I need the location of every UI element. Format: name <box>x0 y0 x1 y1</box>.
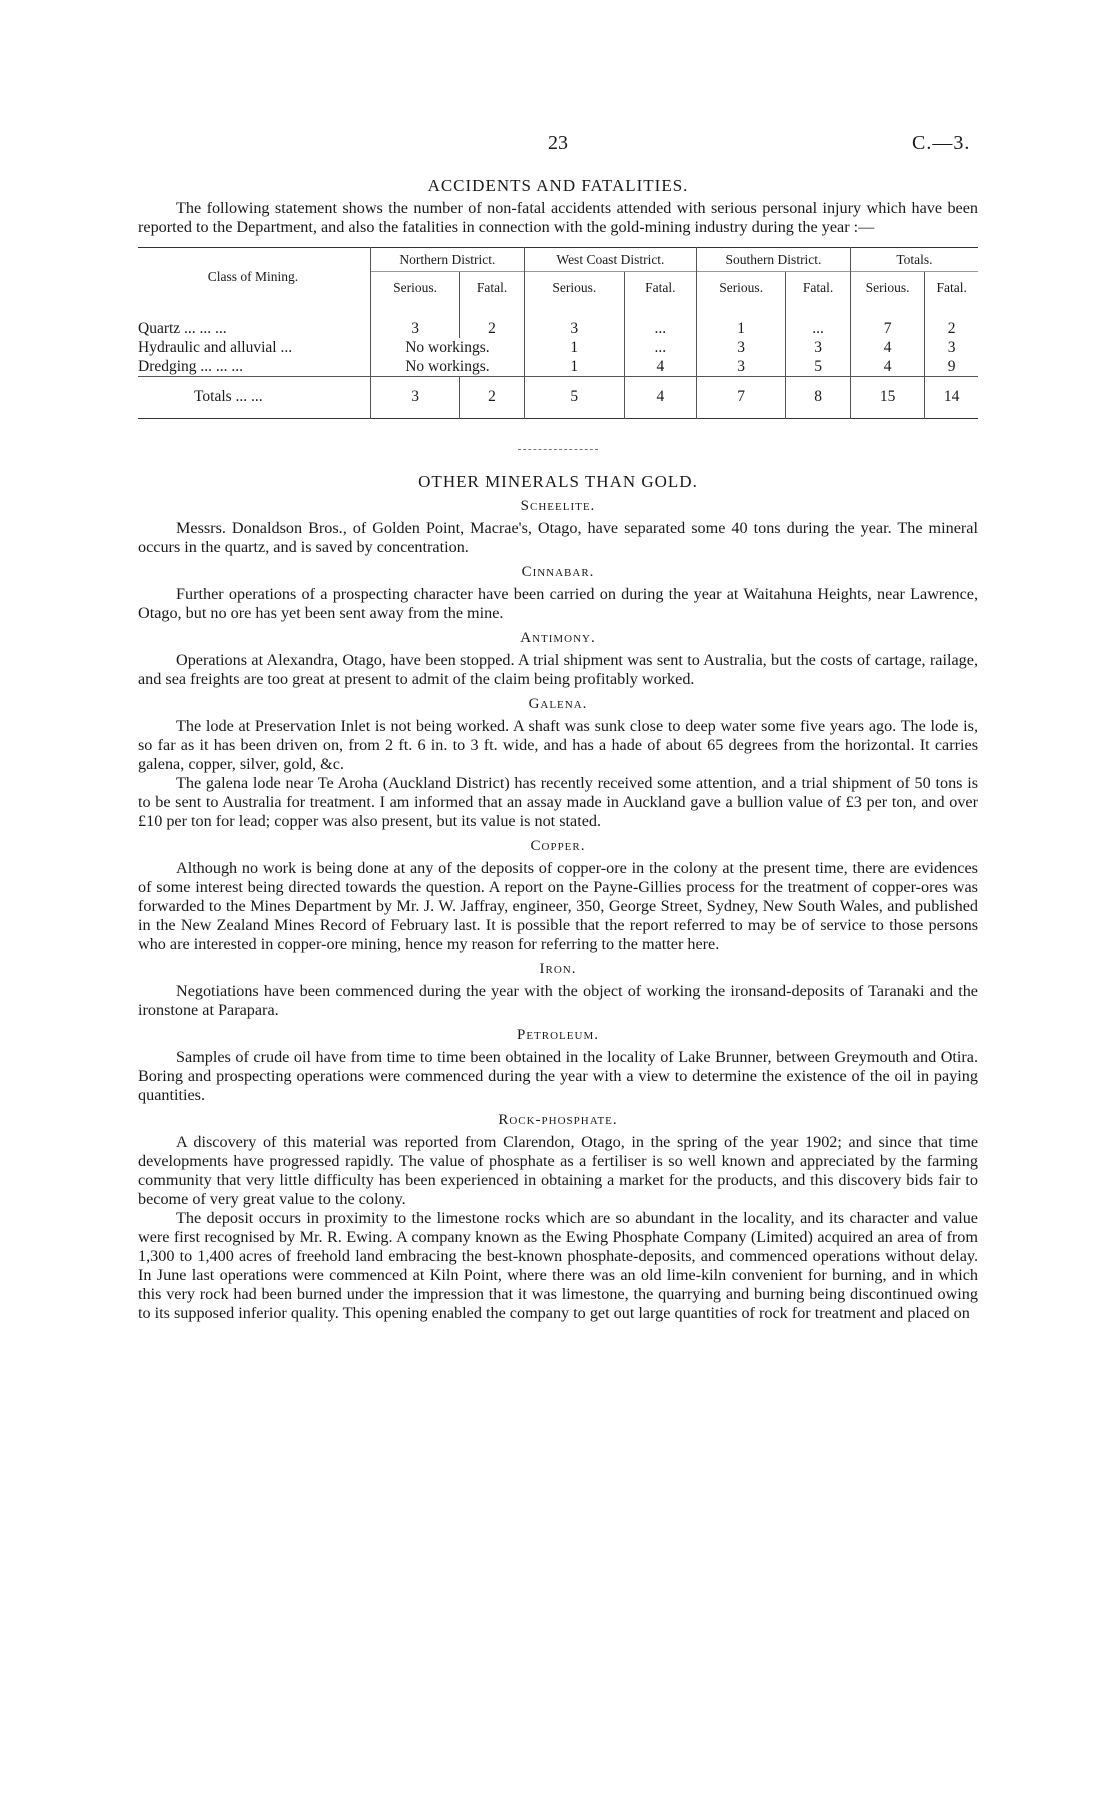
table-cell: 4 <box>850 357 924 377</box>
paragraph: A discovery of this material was reported from Clarendon, Otago, in the spring of the year 1902; and since that time developments have progressed rapidly. The value of phosphate as a fertiliser is so well known and appreciated by the farming community that very little difficulty has been experienced in obtaining a market for the products, and this discovery bids fair to become of very great value to the colony. <box>138 1133 978 1208</box>
table-cell: 3 <box>371 319 460 338</box>
section-heading: Iron. <box>539 961 577 977</box>
section-copper <box>138 837 978 954</box>
table-cell: 4 <box>624 357 696 377</box>
paragraph: Further operations of a prospecting character have been carried on during the year at Waitahuna Heights, near Lawrence, Otago, but no ore has yet been sent away from the mine. <box>138 585 978 622</box>
section-rock-phosphate <box>138 1111 978 1323</box>
section-heading: Cinnabar. <box>521 564 595 580</box>
table-cell: 5 <box>524 377 624 419</box>
paragraph: Samples of crude oil have from time to time been obtained in the locality of Lake Brunner, between Greymouth and Otira. Boring and prospecting operations were commenced during the year with a view to determine the existence of the oil in paying quantities. <box>138 1048 978 1104</box>
table-cell: 3 <box>925 338 978 357</box>
paragraph: Operations at Alexandra, Otago, have been stopped. A trial shipment was sent to Australia, but the costs of cartage, railage, and sea freights are too great at present to admit of the claim being profitably worked. <box>138 651 978 688</box>
leader-dots: ... ... <box>235 388 263 405</box>
subcol-header: Fatal. <box>460 272 525 306</box>
table-cell: 7 <box>697 377 786 419</box>
totals-label-cell <box>138 377 371 419</box>
section-divider <box>518 449 598 450</box>
paragraph: Although no work is being done at any of the deposits of copper-ore in the colony at the present time, there are evidences of some interest being directed towards the question. A report on the Payne-Gillies process for the treatment of copper-ores was forwarded to the Mines Department by Mr. J. W. Jaffray, engineer, 350, George Street, Sydney, New South Wales, and published in the New Zealand Mines Record of February last. It is possible that the report referred to may be of service to those persons who are interested in copper-ore mining, hence my reason for referring to the matter here. <box>138 859 978 953</box>
table-cell: 2 <box>460 377 525 419</box>
section-heading: Rock-phosphate. <box>498 1112 618 1128</box>
group-header-west-coast: West Coast District. <box>524 248 696 272</box>
document-code: C.—3. <box>912 132 971 154</box>
table-cell: 1 <box>697 319 786 338</box>
section-heading: Galena. <box>528 696 588 712</box>
totals-label: Totals <box>194 388 232 405</box>
table-cell: 1 <box>524 357 624 377</box>
minerals-heading: OTHER MINERALS THAN GOLD. <box>418 472 698 491</box>
section-heading: Petroleum. <box>517 1027 599 1043</box>
row-label: Hydraulic and alluvial <box>138 339 277 356</box>
table-cell: 3 <box>697 338 786 357</box>
table-cell: 3 <box>786 338 851 357</box>
accidents-intro: The following statement shows the number of non-fatal accidents attended with serious personal injury which have been reported to the Department, and also the fatalities in connection with the gold-mining industry during the year :— <box>138 199 978 236</box>
row-label-cell <box>138 319 371 338</box>
paragraph: The galena lode near Te Aroha (Auckland District) has recently received some attention, and a trial shipment of 50 tons is to be sent to Australia for treatment. I am informed that an assay made in Auckland gave a bullion value of £3 per ton, and over £10 per ton for lead; copper was also present, but its value is not stated. <box>138 774 978 830</box>
subcol-header: Serious. <box>697 272 786 306</box>
page-header <box>0 132 1114 162</box>
subcol-header: Fatal. <box>624 272 696 306</box>
group-header-totals: Totals. <box>850 248 978 272</box>
section-galena <box>138 695 978 831</box>
accidents-heading: ACCIDENTS AND FATALITIES. <box>427 176 689 195</box>
table-cell: 5 <box>786 357 851 377</box>
section-antimony <box>138 629 978 689</box>
section-iron <box>138 960 978 1020</box>
section-heading: Antimony. <box>520 630 596 646</box>
table-cell: 8 <box>786 377 851 419</box>
section-cinnabar <box>138 563 978 623</box>
group-header-northern: Northern District. <box>371 248 525 272</box>
table-cell: 1 <box>524 338 624 357</box>
accidents-table-wrapper <box>138 247 978 419</box>
table-cell: ... <box>624 319 696 338</box>
subcol-header: Serious. <box>371 272 460 306</box>
leader-dots: ... ... ... <box>184 320 227 337</box>
no-workings-cell: No workings. <box>371 357 525 377</box>
table-cell: 4 <box>850 338 924 357</box>
page-number: 23 <box>548 132 568 154</box>
table-row <box>138 319 978 338</box>
table-cell: 3 <box>371 377 460 419</box>
table-cell: 7 <box>850 319 924 338</box>
paragraph: Negotiations have been commenced during the year with the object of working the ironsand-deposits of Taranaki and the ironstone at Parapara. <box>138 982 978 1019</box>
paragraph: Messrs. Donaldson Bros., of Golden Point, Macrae's, Otago, have separated some 40 tons during the year. The mineral occurs in the quartz, and is saved by concentration. <box>138 519 978 556</box>
paragraph: The lode at Preservation Inlet is not being worked. A shaft was sunk close to deep water some five years ago. The lode is, so far as it has been driven on, from 2 ft. 6 in. to 3 ft. wide, and has a hade of about 65 degrees from the horizontal. It carries galena, copper, silver, gold, &c. <box>138 717 978 773</box>
row-label: Quartz <box>138 320 181 337</box>
table-row <box>138 338 978 357</box>
subcol-header: Serious. <box>524 272 624 306</box>
totals-row <box>138 377 978 419</box>
row-label-cell <box>138 357 371 377</box>
table-cell: 2 <box>925 319 978 338</box>
section-scheelite <box>138 497 978 557</box>
table-cell: ... <box>786 319 851 338</box>
table-cell: 3 <box>697 357 786 377</box>
table-cell: 9 <box>925 357 978 377</box>
section-heading: Copper. <box>530 838 586 854</box>
table-row <box>138 357 978 377</box>
section-heading: Scheelite. <box>520 498 596 514</box>
table-cell: 15 <box>850 377 924 419</box>
leader-dots: ... ... ... <box>200 358 244 375</box>
group-header-southern: Southern District. <box>697 248 851 272</box>
section-petroleum <box>138 1026 978 1105</box>
page-content <box>138 176 978 1323</box>
no-workings-cell: No workings. <box>371 338 525 357</box>
table-cell: 3 <box>524 319 624 338</box>
row-label: Dredging <box>138 358 197 375</box>
class-of-mining-header: Class of Mining. <box>207 269 299 284</box>
accidents-table <box>138 247 978 419</box>
subcol-header: Fatal. <box>925 272 978 306</box>
subcol-header: Fatal. <box>786 272 851 306</box>
table-cell: 14 <box>925 377 978 419</box>
leader-dots: ... <box>280 339 293 356</box>
row-label-cell <box>138 338 371 357</box>
table-cell: ... <box>624 338 696 357</box>
subcol-header: Serious. <box>850 272 924 306</box>
table-cell: 4 <box>624 377 696 419</box>
table-cell: 2 <box>460 319 525 338</box>
paragraph: The deposit occurs in proximity to the limestone rocks which are so abundant in the locality, and its character and value were first recognised by Mr. R. Ewing. A company known as the Ewing Phosphate Company (Limited) acquired an area of from 1,300 to 1,400 acres of freehold land embracing the best-known phosphate-deposits, and commenced operations without delay. In June last operations were commenced at Kiln Point, where there was an old lime-kiln convenient for burning, and in which this very rock had been burned under the impression that it was limestone, the quarrying and burning being discontinued owing to its supposed inferior quality. This opening enabled the company to get out large quantities of rock for treatment and placed on <box>138 1209 978 1322</box>
